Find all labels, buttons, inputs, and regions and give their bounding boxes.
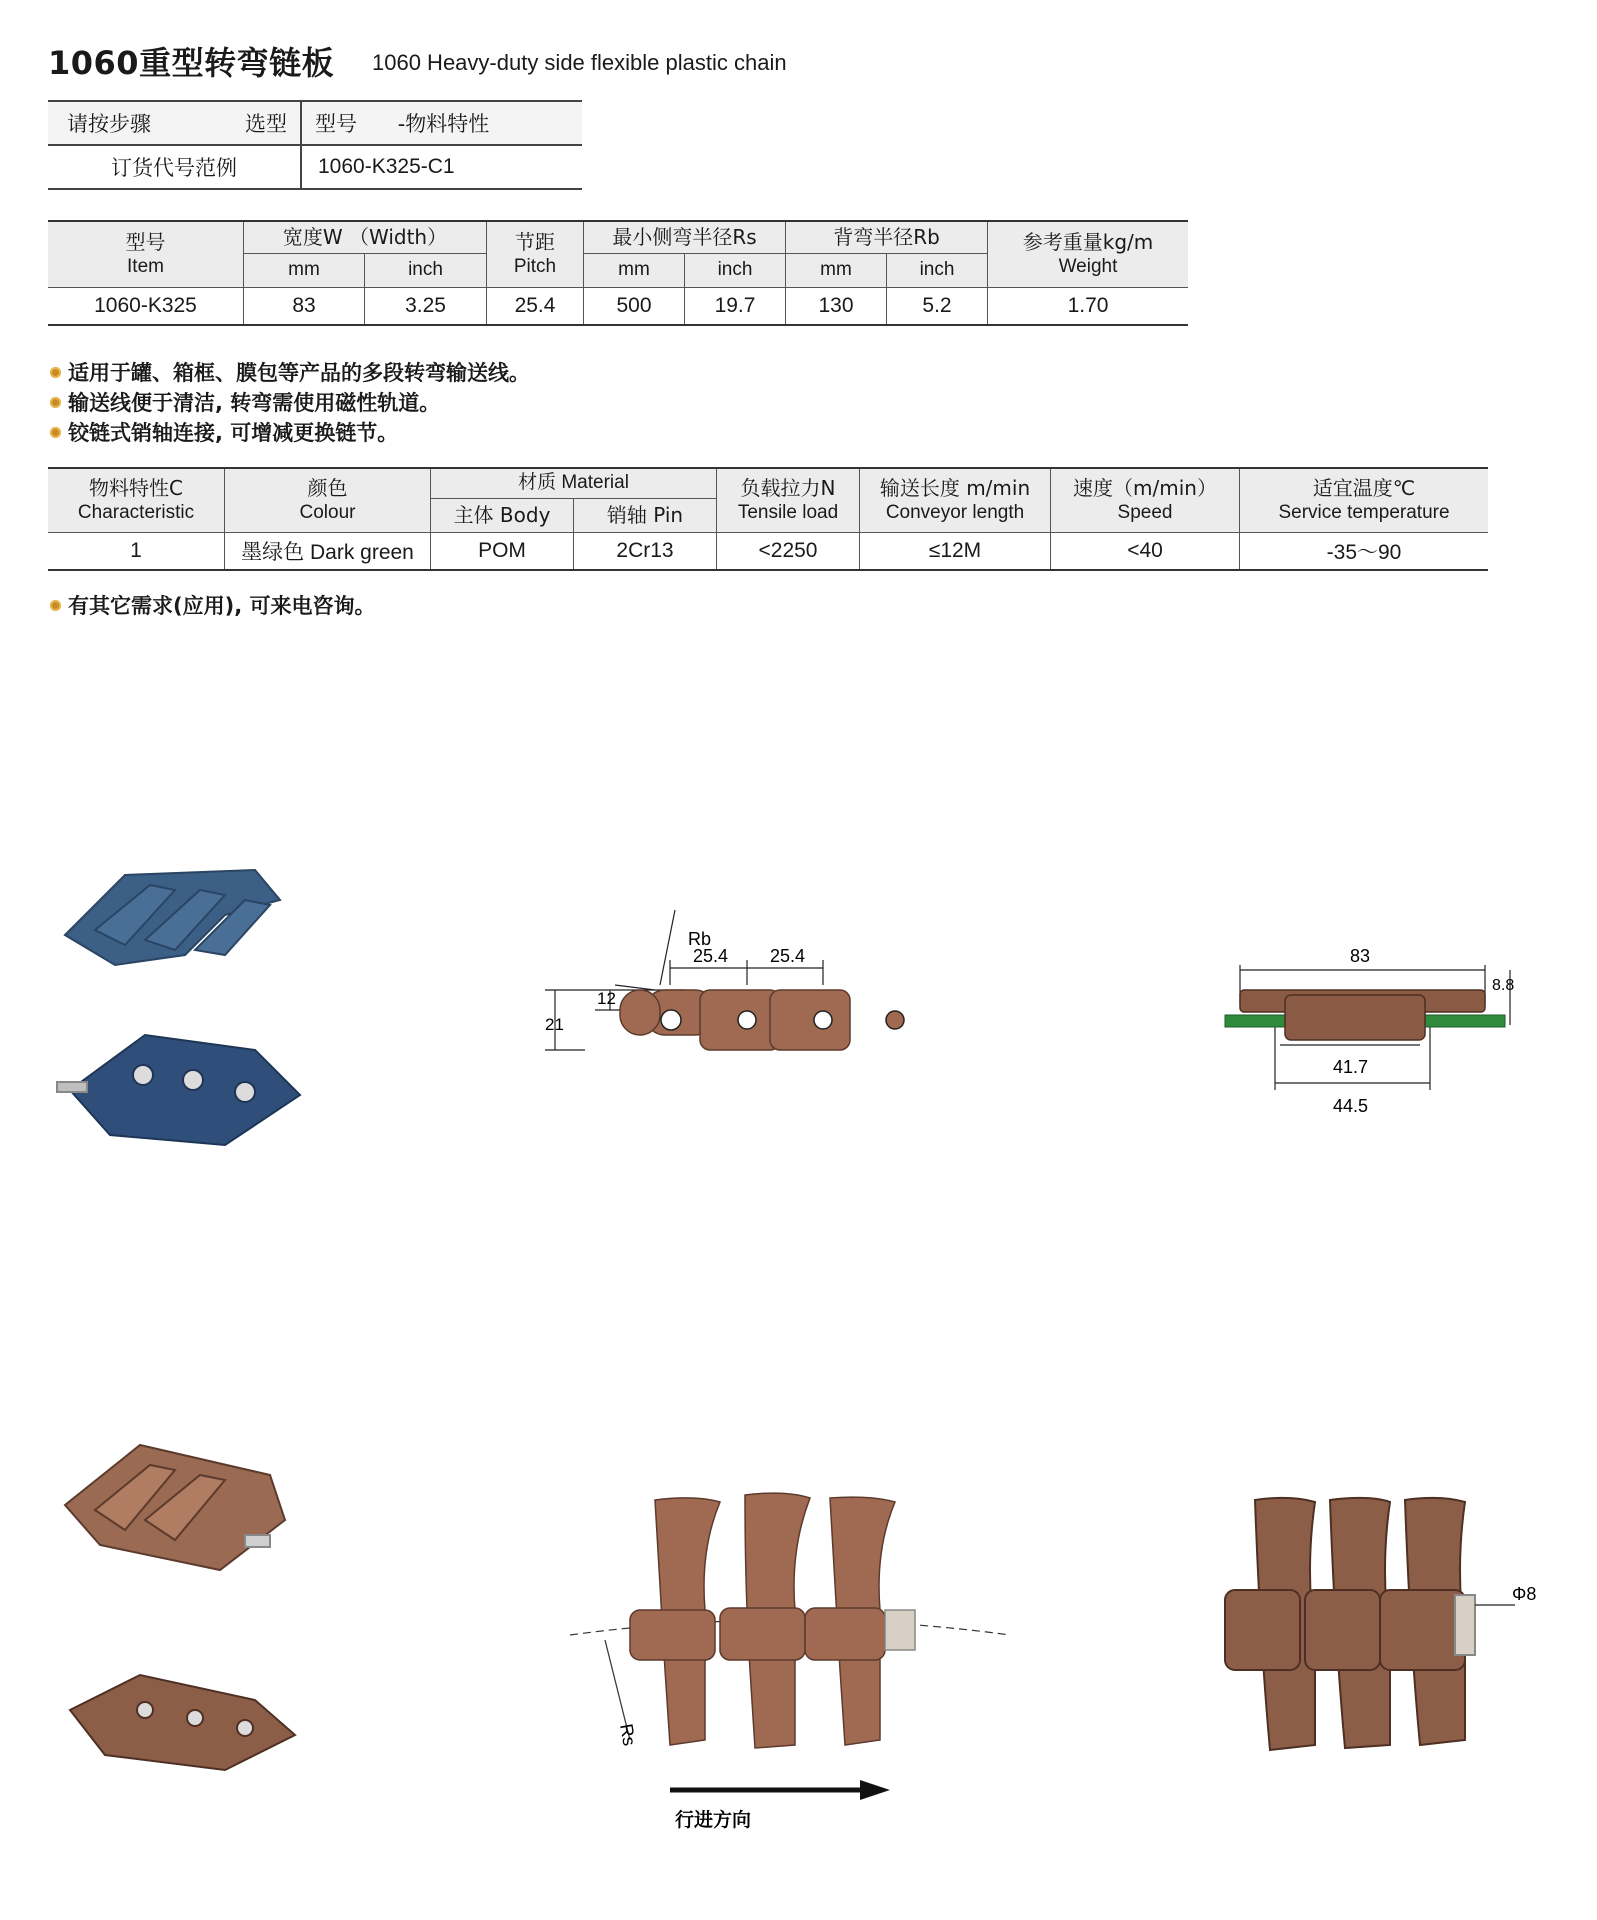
- order-example-label: 订货代号范例: [48, 145, 301, 189]
- cell-rs-mm: 500: [584, 287, 685, 325]
- header-rb-mm: mm: [786, 253, 887, 287]
- brown-chain-top-image: [55, 1435, 295, 1580]
- cell-rs-inch: 19.7: [685, 287, 786, 325]
- bullet-icon: [50, 600, 61, 611]
- spec-row: [48, 287, 1188, 325]
- brown-chain-underside-image: [1220, 1490, 1560, 1760]
- cell-colour: 墨绿色 Dark green: [225, 532, 431, 570]
- list-item: 输送线便于清洁, 转弯需使用磁性轨道。: [50, 387, 530, 417]
- header-pin: 销轴 Pin: [574, 498, 717, 532]
- cell-weight: 1.70: [988, 287, 1189, 325]
- header-material: 材质 Material: [431, 468, 717, 498]
- order-step-cell: [48, 101, 301, 145]
- cell-characteristic: 1: [48, 532, 225, 570]
- header-rs: 最小侧弯半径Rs: [584, 221, 786, 253]
- cell-rb-mm: 130: [786, 287, 887, 325]
- dim-w445: 44.5: [1333, 1096, 1369, 1116]
- header-rs-mm: mm: [584, 253, 685, 287]
- dim-pitch-a: 25.4: [693, 946, 729, 966]
- order-example-value: 1060-K325-C1: [301, 145, 582, 189]
- cell-item: 1060-K325: [48, 287, 244, 325]
- contact-note: 有其它需求(应用), 可来电咨询。: [50, 590, 375, 620]
- header-rb: 背弯半径Rb: [786, 221, 988, 253]
- order-step-label: 请按步骤: [67, 112, 151, 136]
- top-view-drawing: [560, 1490, 1020, 1835]
- order-char-label: -物料特性: [397, 112, 490, 136]
- list-item: 适用于罐、箱框、膜包等产品的多段转弯输送线。: [50, 357, 530, 387]
- page-subtitle: 1060 Heavy-duty side flexible plastic chain: [372, 50, 787, 75]
- cell-pin: 2Cr13: [574, 532, 717, 570]
- brown-chain-bottom-image: [55, 1660, 305, 1780]
- page-title: 1060重型转弯链板: [48, 44, 335, 82]
- dim-h88: 8.8: [1492, 977, 1515, 994]
- bullet-icon: [50, 367, 61, 378]
- direction-label: 行进方向: [675, 1810, 752, 1831]
- header-width-mm: mm: [244, 253, 365, 287]
- cell-width-mm: 83: [244, 287, 365, 325]
- header-tensile: 负载拉力N Tensile load: [717, 468, 860, 532]
- order-format-cell: [301, 101, 582, 145]
- cell-temperature: -35～90: [1240, 532, 1489, 570]
- header-temperature: 适宜温度℃ Service temperature: [1240, 468, 1489, 532]
- order-code-table: [48, 100, 582, 190]
- dim-w83: 83: [1350, 946, 1371, 966]
- order-select-label: 选型: [245, 112, 287, 136]
- header-item: 型号 Item: [48, 221, 244, 287]
- header-speed: 速度（m/min） Speed: [1051, 468, 1240, 532]
- dim-pitch-b: 25.4: [770, 946, 806, 966]
- header-characteristic: 物料特性C Characteristic: [48, 468, 225, 532]
- cell-length: ≤12M: [860, 532, 1051, 570]
- header-weight: 参考重量kg/m Weight: [988, 221, 1189, 287]
- bullet-icon: [50, 397, 61, 408]
- header-rb-inch: inch: [887, 253, 988, 287]
- dim-h21: 21: [545, 1015, 564, 1034]
- material-row: [48, 532, 1488, 570]
- dim-pin-diameter: Φ8: [1512, 1584, 1537, 1604]
- cell-width-inch: 3.25: [365, 287, 487, 325]
- feature-list: [50, 357, 530, 447]
- arrow-right-icon: [860, 1780, 890, 1800]
- order-model-label: 型号: [315, 112, 357, 136]
- blue-chain-top-image: [55, 855, 295, 975]
- material-table: [48, 467, 1488, 571]
- header-length: 输送长度 m/min Conveyor length: [860, 468, 1051, 532]
- dim-rs: Rs: [616, 1722, 640, 1748]
- header-body: 主体 Body: [431, 498, 574, 532]
- bullet-icon: [50, 427, 61, 438]
- dim-rb: Rb: [688, 929, 712, 949]
- cell-pitch: 25.4: [487, 287, 584, 325]
- header-rs-inch: inch: [685, 253, 786, 287]
- header-width: 宽度W （Width）: [244, 221, 487, 253]
- header-colour: 颜色 Colour: [225, 468, 431, 532]
- cell-rb-inch: 5.2: [887, 287, 988, 325]
- dim-w417: 41.7: [1333, 1057, 1369, 1077]
- spec-table: [48, 220, 1188, 326]
- dim-h12: 12: [597, 989, 616, 1008]
- header-pitch: 节距 Pitch: [487, 221, 584, 287]
- blue-chain-bottom-image: [55, 1020, 305, 1150]
- cell-body: POM: [431, 532, 574, 570]
- side-view-drawing: [525, 890, 945, 1070]
- cell-speed: <40: [1051, 532, 1240, 570]
- list-item: 铰链式销轴连接, 可增减更换链节。: [50, 417, 530, 447]
- cell-tensile: <2250: [717, 532, 860, 570]
- header-width-inch: inch: [365, 253, 487, 287]
- front-view-drawing: [1220, 935, 1540, 1135]
